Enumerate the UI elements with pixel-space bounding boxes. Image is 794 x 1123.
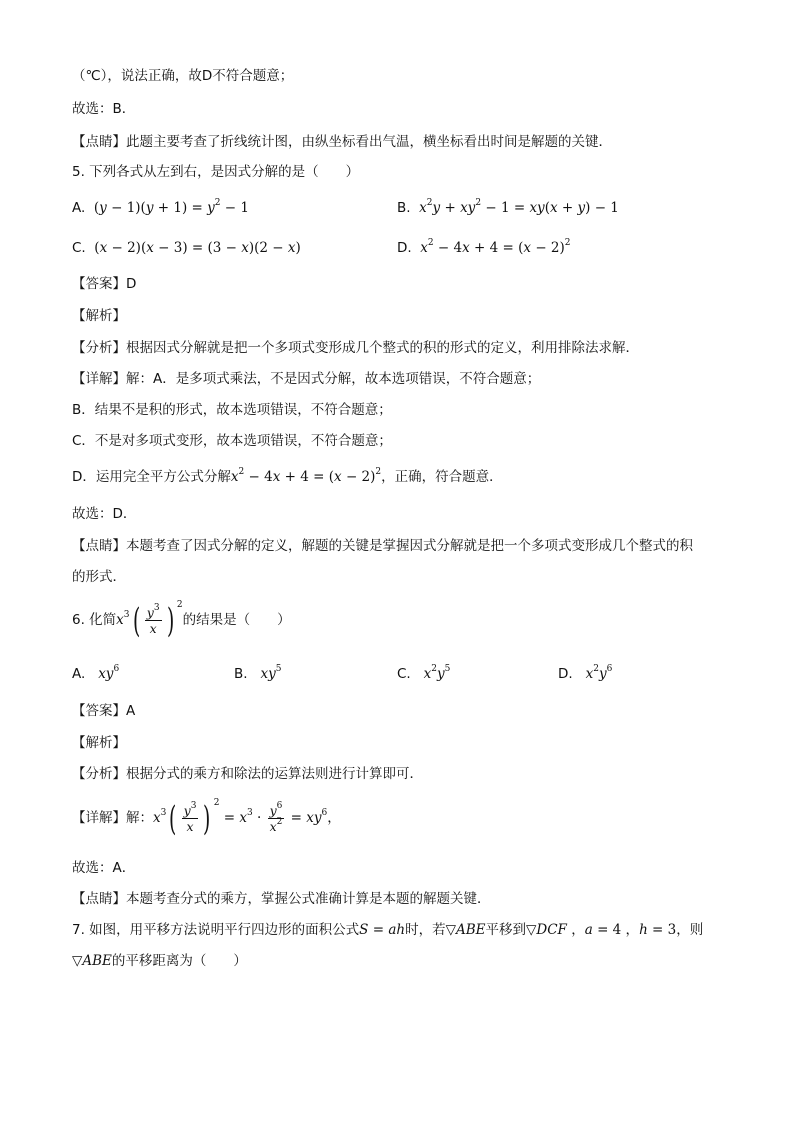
math-expression: =	[368, 922, 389, 938]
math-expression: ah	[388, 922, 406, 938]
text-span: 时，若	[405, 922, 446, 938]
q5-option-c	[72, 238, 301, 258]
text-line: 【分析】根据分式的乘方和除法的运算法则进行计算即可．	[72, 766, 423, 782]
text-span: 7. 如图，用平移方法说明平行四边形的面积公式	[72, 922, 360, 938]
text-line: 故选：B．	[72, 101, 136, 117]
option-label: A.	[72, 666, 86, 682]
text-line: 的形式．	[72, 569, 126, 585]
text-line: （℃），说法正确，故D不符合题意；	[72, 68, 294, 84]
math-expression: $x^2 - 4x + 4 = (x - 2)^2$	[420, 238, 571, 256]
option-label: D.	[397, 240, 412, 256]
option-label: B.	[397, 200, 411, 216]
text-span: 的平移距离为（ ）	[111, 953, 247, 969]
math-expression: $x^2 - 4x + 4 = (x - 2)^2$	[230, 467, 382, 485]
math-expression: $x^2y^6$	[585, 664, 613, 682]
math-expression: ▽ABE	[72, 953, 112, 969]
text-line	[72, 467, 503, 487]
math-expression: $x^3$( $\frac{y^3}{x}$ ) $^2 = x^3$ · $\frac{y^6}{x^2}$ = $xy^6$	[153, 798, 328, 839]
text-line: 【点睛】此题主要考查了折线统计图，由纵坐标看出气温，横坐标看出时间是解题的关键．	[72, 134, 612, 150]
text-line: 【分析】根据因式分解就是把一个多项式变形成几个整式的积的形式的定义，利用排除法求解．	[72, 340, 639, 356]
option-label: C.	[397, 666, 411, 682]
text-span: 6. 化简	[72, 612, 117, 628]
math-expression: ▽DCF ，a = 4 ，h = 3	[526, 922, 677, 938]
q6-option-b	[234, 664, 281, 684]
q6-option-c	[397, 664, 450, 684]
text-line: C．不是对多项式变形，故本选项错误，不符合题意；	[72, 433, 392, 449]
text-span: ，	[327, 810, 341, 826]
text-span: 的结果是（ ）	[182, 612, 291, 628]
math-expression: (x − 2)(x − 3) = (3 − x)(2 − x)	[90, 240, 301, 256]
math-expression: $xy^6$	[98, 664, 120, 682]
text-span: D．运用完全平方公式分解	[72, 469, 231, 485]
q6-option-d	[558, 664, 612, 684]
math-expression: $x^2y + xy^2 - 1 = xy(x + y) - 1$	[419, 198, 619, 216]
math-expression: $xy^5$	[260, 664, 282, 682]
text-line: 【详解】解：A．是多项式乘法，不是因式分解，故本选项错误，不符合题意；	[72, 371, 541, 387]
text-span: 【详解】解：	[72, 810, 153, 826]
text-line: B．结果不是积的形式，故本选项错误，不符合题意；	[72, 402, 392, 418]
math-expression: S	[359, 922, 369, 938]
math-expression: ▽ABE	[445, 922, 486, 938]
math-expression: $(y - 1)(y + 1) = y^2 - 1$	[89, 198, 249, 216]
question-7-cont	[72, 951, 247, 971]
answer-5: 【答案】D	[72, 276, 137, 292]
analysis-heading: 【解析】	[72, 308, 126, 324]
option-label: B.	[234, 666, 248, 682]
q5-option-a	[72, 198, 249, 218]
text-line: 故选：A．	[72, 860, 136, 876]
question-5: 5. 下列各式从左到右，是因式分解的是（ ）	[72, 164, 360, 180]
option-label: C.	[72, 240, 86, 256]
answer-6: 【答案】A	[72, 703, 136, 719]
math-expression: $x^2y^5$	[423, 664, 451, 682]
analysis-heading: 【解析】	[72, 735, 126, 751]
q5-option-b	[397, 198, 619, 218]
text-line: 【点睛】本题考查了因式分解的定义，解题的关键是掌握因式分解就是把一个多项式变形成几个整式的积	[72, 538, 693, 554]
math-expression: $x^3$( $\frac{y^3}{x}$ ) $^2$	[116, 600, 183, 641]
question-7	[72, 920, 703, 940]
option-label: A.	[72, 200, 86, 216]
text-line: 【点睛】本题考查分式的乘方，掌握公式准确计算是本题的解题关键．	[72, 891, 491, 907]
text-span: ，正确，符合题意．	[381, 469, 503, 485]
q6-option-a	[72, 664, 119, 684]
text-span: 平移到	[485, 922, 526, 938]
option-label: D.	[558, 666, 573, 682]
text-line	[72, 796, 341, 844]
text-line: 故选：D．	[72, 506, 137, 522]
question-6	[72, 598, 291, 646]
q5-option-d	[397, 238, 571, 258]
text-span: ，则	[676, 922, 704, 938]
